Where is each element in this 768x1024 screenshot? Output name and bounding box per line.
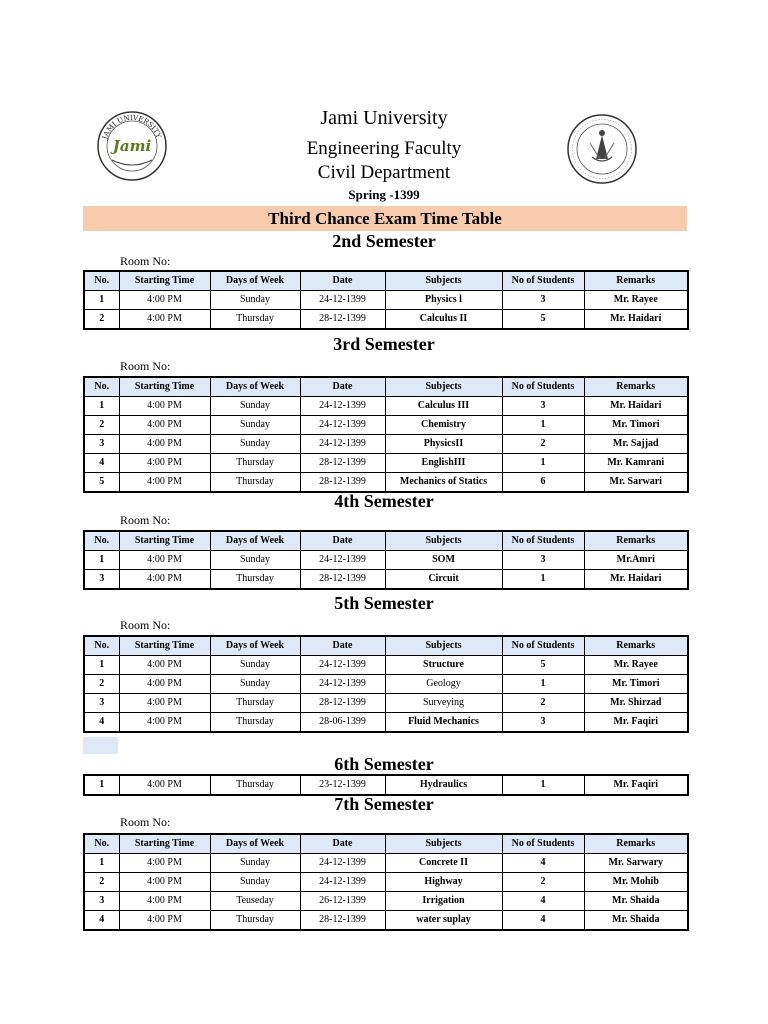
- table-row: [84, 310, 688, 330]
- table-cell: 28-12-1399: [300, 570, 385, 590]
- table-cell: 3: [84, 694, 119, 713]
- semester-table: [83, 833, 689, 931]
- table-cell: Mr. Haidari: [584, 570, 688, 590]
- table-cell: Thursday: [210, 694, 300, 713]
- column-header: No of Students: [502, 271, 584, 291]
- table-cell: Thursday: [210, 775, 300, 795]
- table-cell: 4:00 PM: [119, 454, 210, 473]
- table-cell: 4:00 PM: [119, 473, 210, 493]
- table-row: [84, 416, 688, 435]
- table-cell: 2: [502, 435, 584, 454]
- table-cell: Mr. Shaida: [584, 892, 688, 911]
- room-label: Room No:: [120, 618, 171, 632]
- table-cell: 4:00 PM: [119, 713, 210, 733]
- column-header: No.: [84, 636, 119, 656]
- table-cell: Mr. Haidari: [584, 310, 688, 330]
- table-cell: 3: [84, 570, 119, 590]
- term-label: Spring -1399: [348, 187, 420, 202]
- table-row: [84, 775, 688, 795]
- table-row: [84, 570, 688, 590]
- empty-highlight-cell: [83, 737, 118, 754]
- table-cell: 24-12-1399: [300, 551, 385, 570]
- semester-table: [83, 530, 689, 590]
- table-cell: 4:00 PM: [119, 694, 210, 713]
- table-cell: 4: [502, 854, 584, 873]
- table-cell: 24-12-1399: [300, 416, 385, 435]
- column-header: Date: [300, 834, 385, 854]
- column-header: No of Students: [502, 636, 584, 656]
- table-cell: Sunday: [210, 416, 300, 435]
- table-cell: 28-06-1399: [300, 713, 385, 733]
- table-cell: 23-12-1399: [300, 775, 385, 795]
- table-cell: 1: [84, 775, 119, 795]
- table-cell: 1: [84, 854, 119, 873]
- table-cell: 1: [502, 416, 584, 435]
- table-row: [84, 397, 688, 416]
- column-header: Starting Time: [119, 271, 210, 291]
- table-cell: 3: [502, 397, 584, 416]
- table-cell: Sunday: [210, 873, 300, 892]
- table-cell: Mr. Shaida: [584, 911, 688, 931]
- table-cell: 4: [84, 454, 119, 473]
- table-row: [84, 892, 688, 911]
- table-cell: 4:00 PM: [119, 873, 210, 892]
- column-header: Date: [300, 271, 385, 291]
- semester-table: [83, 635, 689, 733]
- table-cell: Mr. Shirzad: [584, 694, 688, 713]
- table-cell: 24-12-1399: [300, 656, 385, 675]
- table-cell: EnglishIII: [385, 454, 502, 473]
- table-cell: 2: [502, 873, 584, 892]
- table-cell: Mr. Rayee: [584, 291, 688, 310]
- column-header: Remarks: [584, 377, 688, 397]
- column-header: Starting Time: [119, 834, 210, 854]
- table-cell: 2: [84, 416, 119, 435]
- table-row: [84, 291, 688, 310]
- column-header: No of Students: [502, 377, 584, 397]
- table-cell: 24-12-1399: [300, 397, 385, 416]
- faculty-name: Engineering Faculty: [306, 138, 462, 159]
- table-cell: 5: [502, 656, 584, 675]
- table-row: [84, 551, 688, 570]
- column-header: No of Students: [502, 834, 584, 854]
- table-cell: 24-12-1399: [300, 291, 385, 310]
- table-row: [84, 694, 688, 713]
- table-cell: 1: [502, 675, 584, 694]
- table-row: [84, 911, 688, 931]
- logo-left-ring-text: JAMI UNIVERSITY: [101, 113, 163, 141]
- table-row: [84, 713, 688, 733]
- table-cell: Mr. Sarwari: [584, 473, 688, 493]
- table-cell: Calculus II: [385, 310, 502, 330]
- room-label: Room No:: [120, 359, 171, 373]
- semester-table: [83, 774, 689, 796]
- table-cell: 4:00 PM: [119, 892, 210, 911]
- table-cell: 4:00 PM: [119, 675, 210, 694]
- table-row: [84, 854, 688, 873]
- column-header: Remarks: [584, 834, 688, 854]
- table-cell: Mr. Haidari: [584, 397, 688, 416]
- table-cell: Mr. Faqiri: [584, 713, 688, 733]
- table-cell: Mr.Amri: [584, 551, 688, 570]
- table-header-row: [84, 531, 688, 551]
- table-cell: Mr. Faqiri: [584, 775, 688, 795]
- table-cell: Calculus III: [385, 397, 502, 416]
- table-cell: Sunday: [210, 291, 300, 310]
- table-cell: 4:00 PM: [119, 854, 210, 873]
- column-header: Date: [300, 531, 385, 551]
- column-header: Days of Week: [210, 377, 300, 397]
- column-header: Subjects: [385, 531, 502, 551]
- table-cell: Geology: [385, 675, 502, 694]
- column-header: No of Students: [502, 531, 584, 551]
- room-label: Room No:: [120, 513, 171, 527]
- column-header: Subjects: [385, 271, 502, 291]
- table-cell: Sunday: [210, 854, 300, 873]
- table-cell: Mr. Timori: [584, 416, 688, 435]
- semester-title: 2nd Semester: [332, 231, 436, 251]
- table-cell: 4:00 PM: [119, 656, 210, 675]
- table-cell: 28-12-1399: [300, 694, 385, 713]
- room-label: Room No:: [120, 815, 171, 829]
- table-cell: 4:00 PM: [119, 397, 210, 416]
- table-cell: 3: [84, 892, 119, 911]
- table-cell: 28-12-1399: [300, 473, 385, 493]
- table-cell: 4: [502, 892, 584, 911]
- table-row: [84, 873, 688, 892]
- semester-title: 5th Semester: [334, 593, 434, 613]
- table-cell: Thursday: [210, 473, 300, 493]
- table-cell: 4:00 PM: [119, 551, 210, 570]
- table-cell: 3: [502, 291, 584, 310]
- table-row: [84, 454, 688, 473]
- table-cell: Sunday: [210, 675, 300, 694]
- column-header: Date: [300, 377, 385, 397]
- table-cell: 24-12-1399: [300, 435, 385, 454]
- table-cell: 1: [502, 454, 584, 473]
- table-cell: SOM: [385, 551, 502, 570]
- table-cell: 4: [84, 713, 119, 733]
- table-cell: 4:00 PM: [119, 291, 210, 310]
- table-cell: 1: [502, 775, 584, 795]
- table-cell: 24-12-1399: [300, 854, 385, 873]
- table-cell: Sunday: [210, 397, 300, 416]
- column-header: Days of Week: [210, 271, 300, 291]
- column-header: Days of Week: [210, 834, 300, 854]
- table-cell: Sunday: [210, 551, 300, 570]
- column-header: Subjects: [385, 834, 502, 854]
- timetable-banner: Third Chance Exam Time Table: [83, 206, 687, 231]
- table-cell: Chemistry: [385, 416, 502, 435]
- table-header-row: [84, 377, 688, 397]
- table-cell: Concrete II: [385, 854, 502, 873]
- column-header: Days of Week: [210, 636, 300, 656]
- table-cell: 4: [502, 911, 584, 931]
- table-cell: 4:00 PM: [119, 416, 210, 435]
- table-cell: Thursday: [210, 713, 300, 733]
- column-header: Days of Week: [210, 531, 300, 551]
- table-header-row: [84, 271, 688, 291]
- table-cell: 1: [84, 397, 119, 416]
- table-cell: 2: [84, 675, 119, 694]
- table-header-row: [84, 834, 688, 854]
- table-cell: 4:00 PM: [119, 570, 210, 590]
- semester-title: 3rd Semester: [333, 334, 435, 354]
- table-cell: Mr. Timori: [584, 675, 688, 694]
- table-cell: 4:00 PM: [119, 911, 210, 931]
- table-cell: Highway: [385, 873, 502, 892]
- table-cell: Physics l: [385, 291, 502, 310]
- table-cell: Thursday: [210, 454, 300, 473]
- university-name: Jami University: [320, 107, 448, 129]
- table-cell: 1: [84, 656, 119, 675]
- table-header-row: [84, 636, 688, 656]
- table-cell: 5: [502, 310, 584, 330]
- column-header: Remarks: [584, 531, 688, 551]
- table-cell: Mr. Rayee: [584, 656, 688, 675]
- table-cell: 26-12-1399: [300, 892, 385, 911]
- table-cell: Thursday: [210, 911, 300, 931]
- table-cell: 6: [502, 473, 584, 493]
- table-cell: 2: [84, 310, 119, 330]
- column-header: No.: [84, 531, 119, 551]
- table-cell: Circuit: [385, 570, 502, 590]
- semester-table: [83, 376, 689, 493]
- table-cell: Sunday: [210, 656, 300, 675]
- semester-table: [83, 270, 689, 330]
- column-header: No.: [84, 834, 119, 854]
- table-cell: 3: [84, 435, 119, 454]
- table-cell: Mr. Sajjad: [584, 435, 688, 454]
- table-row: [84, 656, 688, 675]
- table-cell: Surveying: [385, 694, 502, 713]
- table-cell: 1: [84, 291, 119, 310]
- table-cell: 1: [84, 551, 119, 570]
- table-cell: Thursday: [210, 310, 300, 330]
- table-cell: Structure: [385, 656, 502, 675]
- table-cell: Mr. Kamrani: [584, 454, 688, 473]
- table-cell: Mr. Sarwary: [584, 854, 688, 873]
- semester-title: 7th Semester: [334, 794, 434, 814]
- column-header: No.: [84, 377, 119, 397]
- column-header: Starting Time: [119, 531, 210, 551]
- column-header: Subjects: [385, 377, 502, 397]
- table-cell: 2: [502, 694, 584, 713]
- table-cell: 2: [84, 873, 119, 892]
- table-cell: Thursday: [210, 570, 300, 590]
- column-header: Starting Time: [119, 636, 210, 656]
- table-cell: Irrigation: [385, 892, 502, 911]
- table-cell: 28-12-1399: [300, 310, 385, 330]
- table-cell: water suplay: [385, 911, 502, 931]
- column-header: No.: [84, 271, 119, 291]
- table-row: [84, 675, 688, 694]
- table-cell: Sunday: [210, 435, 300, 454]
- table-cell: 4:00 PM: [119, 310, 210, 330]
- semester-title: 4th Semester: [334, 491, 434, 511]
- table-cell: 3: [502, 551, 584, 570]
- column-header: Starting Time: [119, 377, 210, 397]
- table-cell: Hydraulics: [385, 775, 502, 795]
- table-cell: Mechanics of Statics: [385, 473, 502, 493]
- table-cell: 5: [84, 473, 119, 493]
- column-header: Remarks: [584, 271, 688, 291]
- table-cell: 4:00 PM: [119, 775, 210, 795]
- logo-left-center-text: Jami: [112, 137, 152, 155]
- table-cell: 1: [502, 570, 584, 590]
- table-cell: 4:00 PM: [119, 435, 210, 454]
- table-row: [84, 473, 688, 493]
- column-header: Subjects: [385, 636, 502, 656]
- table-cell: 4: [84, 911, 119, 931]
- table-cell: Teuseday: [210, 892, 300, 911]
- table-cell: 28-12-1399: [300, 911, 385, 931]
- table-cell: Fluid Mechanics: [385, 713, 502, 733]
- table-cell: Mr. Mohib: [584, 873, 688, 892]
- department-name: Civil Department: [317, 162, 451, 183]
- room-label: Room No:: [120, 254, 171, 268]
- table-cell: 24-12-1399: [300, 873, 385, 892]
- table-cell: 24-12-1399: [300, 675, 385, 694]
- table-cell: 3: [502, 713, 584, 733]
- column-header: Date: [300, 636, 385, 656]
- table-row: [84, 435, 688, 454]
- column-header: Remarks: [584, 636, 688, 656]
- table-cell: PhysicsII: [385, 435, 502, 454]
- table-cell: 28-12-1399: [300, 454, 385, 473]
- semester-title: 6th Semester: [334, 754, 434, 774]
